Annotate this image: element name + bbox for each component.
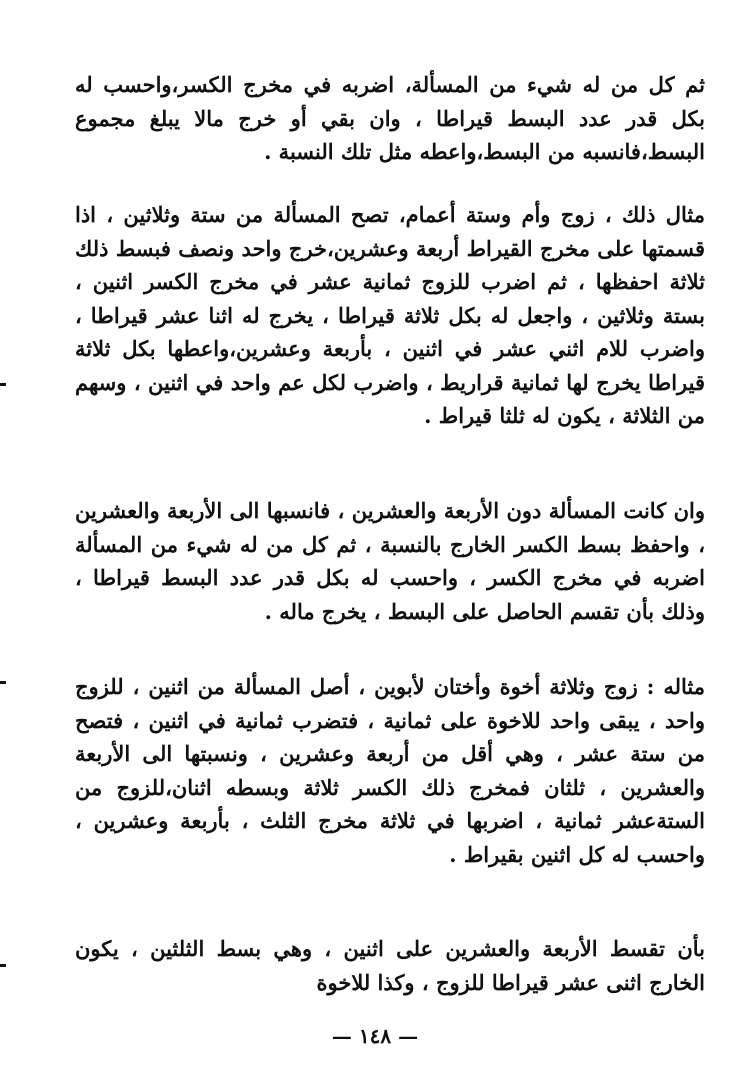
paragraph-text: مثاله : زوج وثلاثة أخوة وأختان لأبوين ، أصل المسألة من اثنين ، للزوج واحد ، يبقى واحد للاخوة على ثمانية ، فتضرب ثمانية في اثنين ، فتصح من ستة عشر ، وهي أقل من أربعة وعشرين ، ونسبتها الى الأربعة والعشرين ، ثلثان فمخرج ذلك الكسر ثلاثة وبسطه اثنان،للزوج من الستةعشر ثمانية ، اضربها في ثلاثة مخرج الثلث ، بأربعة وعشرين ، واحسب له كل اثنين بقيراط . xyxy=(75,674,705,867)
paragraph-1 xyxy=(75,68,705,169)
page-number: — ١٤٨ — xyxy=(331,1024,419,1048)
paragraph-text: مثال ذلك ، زوج وأم وستة أعمام، تصح المسألة من ستة وثلاثين ، اذا قسمتها على مخرج القيراط أربعة وعشرين،خرج واحد ونصف فبسط ذلك ثلاثة احفظها ، ثم اضرب للزوج ثمانية عشر في مخرج الكسر اثنين ، بستة وثلاثين ، واجعل له بكل ثلاثة قيراطا ، يخرج له اثنا عشر قيراطا ، واضرب للام اثني عشر في اثنين ، بأربعة وعشرين،واعطها بكل ثلاثة قيراطا يخرج لها ثمانية قراريط ، واضرب لكل عم واحد في اثنين ، وسهم من الثلاثة ، يكون له ثلثا قيراط . xyxy=(75,202,705,428)
scan-edge-mark xyxy=(0,681,6,684)
paragraph-text: بأن تقسط الأربعة والعشرين على اثنين ، وهي بسط الثلثين ، يكون الخارج اثنى عشر قيراطا للزوج ، وكذا للاخوة xyxy=(75,936,705,995)
scan-edge-mark xyxy=(0,383,6,386)
paragraph-3 xyxy=(75,494,705,628)
paragraph-text: ثم كل من له شيء من المسألة، اضربه في مخرج الكسر،واحسب له بكل قدر عدد البسط قيراطا ، وان بقي أو خرج مالا يبلغ مجموع البسط،فانسبه من البسط،واعطه مثل تلك النسبة . xyxy=(75,72,705,164)
paragraph-5 xyxy=(75,932,705,999)
paragraph-2 xyxy=(75,198,705,433)
scan-edge-mark xyxy=(0,964,6,967)
paragraph-4 xyxy=(75,670,705,871)
paragraph-text: وان كانت المسألة دون الأربعة والعشرين ، فانسبها الى الأربعة والعشرين ، واحفظ بسط الكسر الخارج بالنسبة ، ثم كل من له شيء من المسألة اضربه في مخرج الكسر ، واحسب له بكل قدر عدد البسط قيراطا ، وذلك بأن تقسم الحاصل على البسط ، يخرج ماله . xyxy=(75,498,705,624)
